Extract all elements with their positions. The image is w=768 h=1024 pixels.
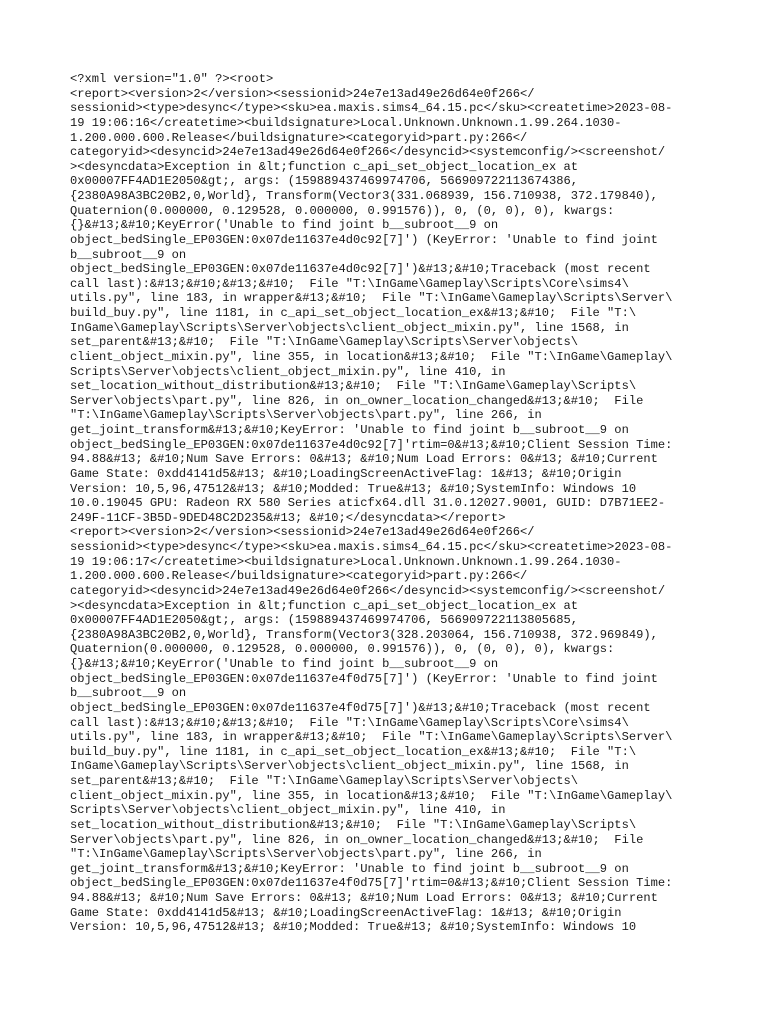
text-line: Server\objects\part.py", line 826, in on_owner_location_changed&#13;&#10; File (70, 832, 644, 847)
text-line: Scripts\Server\objects\client_object_mixin.py", line 410, in (70, 364, 506, 379)
text-line: object_bedSingle_EP03GEN:0x07de11637e4d0c92[7]')&#13;&#10;Traceback (most recent (70, 262, 651, 277)
text-line: ><desyncdata>Exception in &lt;function c_api_set_object_location_ex at (70, 159, 579, 174)
text-line: 19 19:06:17</createtime><buildsignature>Local.Unknown.Unknown.1.99.264.1030- (70, 554, 622, 569)
text-line: 0x00007FF4AD1E2050&gt;, args: (159889437469974706, 566909722113805685, (70, 613, 579, 628)
text-line: {}&#13;&#10;KeyError('Unable to find joint b__subroot__9 on (70, 657, 499, 671)
text-line: Game State: 0xdd4141d5&#13; &#10;LoadingScreenActiveFlag: 1&#13; &#10;Origin (70, 466, 622, 481)
text-line: set_location_without_distribution&#13;&#10; File "T:\InGame\Gameplay\Scripts\ (70, 379, 637, 394)
text-line: utils.py", line 183, in wrapper&#13;&#10; File "T:\InGame\Gameplay\Scripts\Server\ (70, 730, 673, 745)
text-line: set_parent&#13;&#10; File "T:\InGame\Gameplay\Scripts\Server\objects\ (70, 774, 579, 788)
text-line: b__subroot__9 on (70, 686, 187, 701)
text-line: ><desyncdata>Exception in &lt;function c_api_set_object_location_ex at (70, 598, 579, 613)
text-line: categoryid><desyncid>24e7e13ad49e26d64e0f266</desyncid><systemconfig/><screenshot/ (70, 145, 666, 160)
text-line: 19 19:06:16</createtime><buildsignature>Local.Unknown.Unknown.1.99.264.1030- (70, 115, 622, 130)
text-line: object_bedSingle_EP03GEN:0x07de11637e4f0d75[7]')&#13;&#10;Traceback (most recent (70, 700, 651, 715)
text-line: build_buy.py", line 1181, in c_api_set_object_location_ex&#13;&#10; File "T:\ (70, 306, 637, 320)
text-line: Version: 10,5,96,47512&#13; &#10;Modded: True&#13; &#10;SystemInfo: Windows 10 (70, 920, 637, 935)
text-line: call last):&#13;&#10;&#13;&#10; File "T:\InGame\Gameplay\Scripts\Core\sims4\ (70, 276, 629, 291)
text-line: client_object_mixin.py", line 355, in location&#13;&#10; File "T:\InGame\Gameplay\ (70, 349, 673, 364)
text-line: Scripts\Server\objects\client_object_mixin.py", line 410, in (70, 803, 506, 818)
text-line: <?xml version="1.0" ?><root> (70, 72, 274, 86)
text-line: call last):&#13;&#10;&#13;&#10; File "T:\InGame\Gameplay\Scripts\Core\sims4\ (70, 715, 629, 730)
text-line: Game State: 0xdd4141d5&#13; &#10;LoadingScreenActiveFlag: 1&#13; &#10;Origin (70, 905, 622, 920)
text-line: get_joint_transform&#13;&#10;KeyError: 'Unable to find joint b__subroot__9 on (70, 861, 629, 876)
text-line: object_bedSingle_EP03GEN:0x07de11637e4f0d75[7]'rtim=0&#13;&#10;Client Session Time: (70, 876, 673, 891)
text-line: 10.0.19045 GPU: Radeon RX 580 Series aticfx64.dll 31.0.12027.9001, GUID: D7B71EE2- (70, 496, 666, 511)
text-line: Server\objects\part.py", line 826, in on_owner_location_changed&#13;&#10; File (70, 393, 644, 408)
text-line: 0x00007FF4AD1E2050&gt;, args: (159889437469974706, 566909722113674386, (70, 174, 579, 189)
document-page (70, 72, 710, 935)
text-line: {2380A98A3BC20B2,0,World}, Transform(Vector3(328.203064, 156.710938, 372.969849), (70, 627, 658, 642)
text-line: Quaternion(0.000000, 0.129528, 0.000000, 0.991576)), 0, (0, 0), 0), kwargs: (70, 203, 615, 218)
text-line: {2380A98A3BC20B2,0,World}, Transform(Vector3(331.068939, 156.710938, 372.179840), (70, 189, 658, 203)
text-line: "T:\InGame\Gameplay\Scripts\Server\objects\part.py", line 266, in (70, 408, 542, 423)
text-line: 249F-11CF-3B5D-9DED48C2D235&#13; &#10;</desyncdata></report> (70, 510, 506, 525)
text-line: b__subroot__9 on (70, 247, 187, 262)
text-line: get_joint_transform&#13;&#10;KeyError: 'Unable to find joint b__subroot__9 on (70, 423, 629, 437)
text-line: Version: 10,5,96,47512&#13; &#10;Modded: True&#13; &#10;SystemInfo: Windows 10 (70, 481, 637, 496)
text-line: 94.88&#13; &#10;Num Save Errors: 0&#13; &#10;Num Load Errors: 0&#13; &#10;Current (70, 452, 658, 467)
text-line: InGame\Gameplay\Scripts\Server\objects\client_object_mixin.py", line 1568, in (70, 759, 629, 774)
text-line: <report><version>2</version><sessionid>24e7e13ad49e26d64e0f266</ (70, 86, 535, 101)
text-line: <report><version>2</version><sessionid>24e7e13ad49e26d64e0f266</ (70, 525, 535, 540)
text-line: InGame\Gameplay\Scripts\Server\objects\client_object_mixin.py", line 1568, in (70, 320, 629, 335)
text-line: object_bedSingle_EP03GEN:0x07de11637e4d0c92[7]') (KeyError: 'Unable to find joint (70, 232, 658, 247)
text-line: categoryid><desyncid>24e7e13ad49e26d64e0f266</desyncid><systemconfig/><screenshot/ (70, 583, 666, 598)
text-line: set_parent&#13;&#10; File "T:\InGame\Gameplay\Scripts\Server\objects\ (70, 335, 579, 350)
text-line: {}&#13;&#10;KeyError('Unable to find joint b__subroot__9 on (70, 218, 499, 233)
text-line: Quaternion(0.000000, 0.129528, 0.000000, 0.991576)), 0, (0, 0), 0), kwargs: (70, 642, 615, 657)
text-line: 1.200.000.600.Release</buildsignature><categoryid>part.py:266</ (70, 130, 528, 145)
text-line: utils.py", line 183, in wrapper&#13;&#10; File "T:\InGame\Gameplay\Scripts\Server\ (70, 291, 673, 306)
text-line: build_buy.py", line 1181, in c_api_set_object_location_ex&#13;&#10; File "T:\ (70, 744, 637, 759)
text-line: object_bedSingle_EP03GEN:0x07de11637e4f0d75[7]') (KeyError: 'Unable to find joint (70, 671, 658, 686)
text-line: sessionid><type>desync</type><sku>ea.maxis.sims4_64.15.pc</sku><createtime>2023-08- (70, 540, 673, 554)
text-line: 94.88&#13; &#10;Num Save Errors: 0&#13; &#10;Num Load Errors: 0&#13; &#10;Current (70, 891, 658, 905)
text-line: "T:\InGame\Gameplay\Scripts\Server\objects\part.py", line 266, in (70, 847, 542, 862)
text-line: 1.200.000.600.Release</buildsignature><categoryid>part.py:266</ (70, 569, 528, 584)
text-line: client_object_mixin.py", line 355, in location&#13;&#10; File "T:\InGame\Gameplay\ (70, 788, 673, 803)
text-line: object_bedSingle_EP03GEN:0x07de11637e4d0c92[7]'rtim=0&#13;&#10;Client Session Time: (70, 437, 673, 452)
text-line: sessionid><type>desync</type><sku>ea.maxis.sims4_64.15.pc</sku><createtime>2023-08- (70, 101, 673, 116)
text-line: set_location_without_distribution&#13;&#10; File "T:\InGame\Gameplay\Scripts\ (70, 817, 637, 832)
